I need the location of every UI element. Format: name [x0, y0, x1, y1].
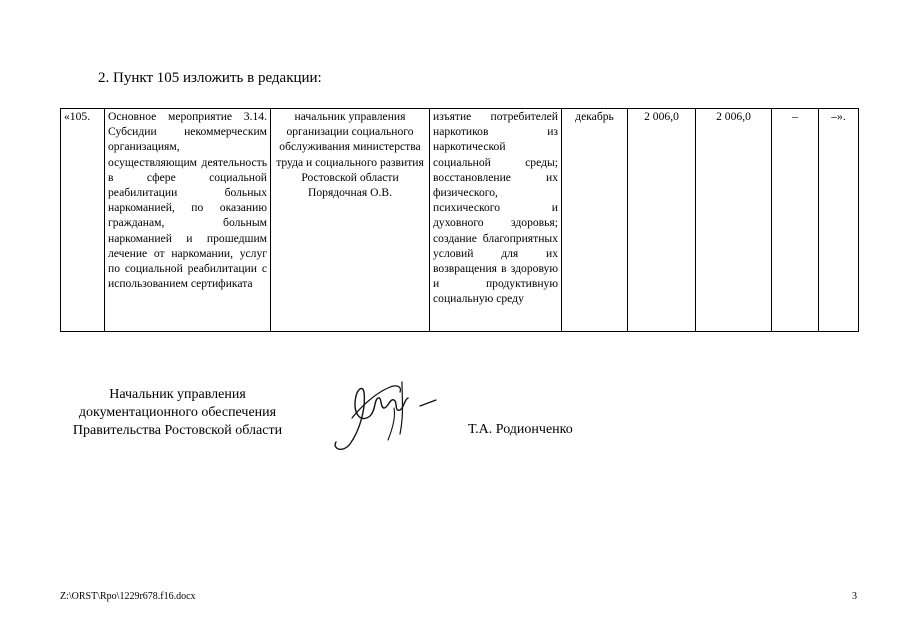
signatory-title [60, 386, 295, 440]
page-number: 3 [852, 591, 857, 602]
program-table [60, 108, 859, 332]
signatory-name: Т.А. Родионченко [468, 422, 573, 437]
file-path: Z:\ORST\Rpo\1229r678.f16.docx [60, 591, 196, 602]
handwritten-signature [330, 378, 445, 458]
section-heading: 2. Пункт 105 изложить в редакции: [98, 70, 322, 86]
table-row [61, 109, 859, 332]
responsible-cell: начальник управления организации социального обслуживания министерства труда и социального развития Ростовской области Порядочная О.В. [271, 109, 430, 332]
closing-cell: –». [819, 109, 859, 332]
signatory-title-line: документационного обеспечения [78, 405, 277, 420]
amount-regional-cell: 2 006,0 [696, 109, 772, 332]
result-cell: изъятие потребителей наркотиков из наркотической социальной среды; восстановление их физического, психического и духовного здоровья; создание благоприятных условий для их возвращения в здоровую и продуктивную социальную среду [430, 109, 562, 332]
amount-total-cell: 2 006,0 [628, 109, 696, 332]
signatory-title-line: Начальник управления [109, 387, 246, 402]
amount-other-cell: – [772, 109, 819, 332]
row-number-cell: «105. [61, 109, 105, 332]
signatory-title-line: Правительства Ростовской области [72, 423, 283, 438]
deadline-cell: декабрь [562, 109, 628, 332]
event-cell: Основное мероприятие 3.14. Субсидии некоммерческим организациям, осуществляющим деятельность в сфере социальной реабилитации больных наркоманией, по оказанию гражданам, больным наркоманией и прошедшим лечение от наркомании, услуг по социальной реабилитации с использованием сертификата [105, 109, 271, 332]
